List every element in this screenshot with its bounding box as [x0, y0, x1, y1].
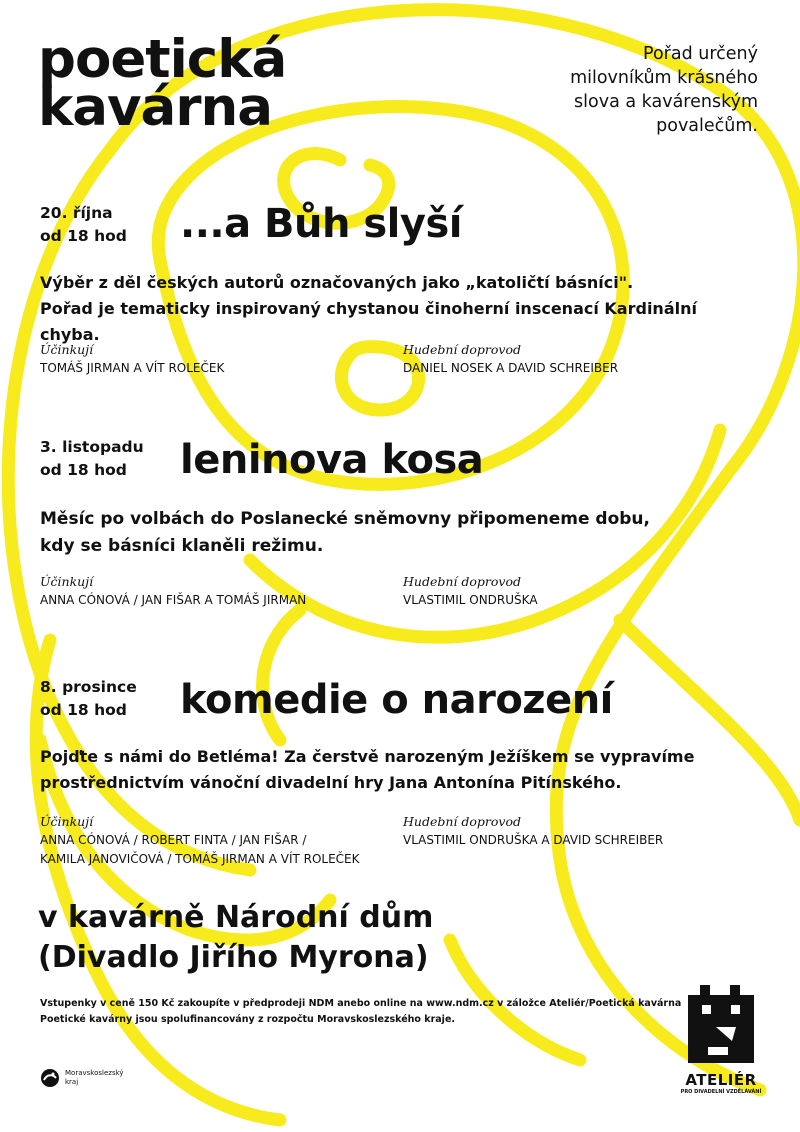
performers-names: ANNA CÓNOVÁ / ROBERT FINTA / JAN FIŠAR / [40, 833, 307, 847]
tagline-line: povalečům. [656, 116, 758, 136]
atelier-face-icon [686, 985, 756, 1065]
music-label: Hudební doprovod [403, 342, 521, 357]
region-name: kraj [65, 1078, 79, 1086]
event-time: od 18 hod [40, 227, 127, 245]
performers-names: ANNA CÓNOVÁ / JAN FIŠAR A TOMÁŠ JIRMAN [40, 593, 307, 607]
tagline-line: slova a kavárenským [574, 92, 758, 112]
music-label: Hudební doprovod [403, 814, 521, 829]
event-date: 8. prosince [40, 678, 137, 696]
description-line: Pojďte s námi do Betléma! Za čerstvě narozeným Ježíškem se vypravíme [40, 747, 695, 766]
venue-line: (Divadlo Jiřího Myrona) [38, 940, 429, 975]
tagline-line: milovníkům krásného [570, 68, 758, 88]
performers-label: Účinkují [40, 814, 94, 829]
description-line: Pořad je tematicky inspirovaný chystanou činoherní inscenací Kardinální chyba. [40, 299, 697, 344]
event-1-date [40, 202, 127, 248]
description-line: prostřednictvím vánoční divadelní hry Jana Antonína Pitínského. [40, 773, 622, 792]
poster-title [38, 29, 287, 138]
footer-line: Poetické kavárny jsou spolufinancovány z rozpočtu Moravskoslezského kraje. [40, 1014, 455, 1025]
footer-line: Vstupenky v ceně 150 Kč zakoupíte v předprodeji NDM anebo online na www.ndm.cz v záložce Ateliér/Poetická kavárna [40, 998, 682, 1009]
tagline-line: Pořad určený [643, 44, 758, 64]
music-names: DANIEL NOSEK A DAVID SCHREIBER [403, 361, 619, 375]
event-1-music [403, 342, 618, 378]
music-names: VLASTIMIL ONDRUŠKA [403, 593, 538, 607]
region-sponsor [40, 1068, 125, 1088]
description-line: Výběr z děl českých autorů označovaných jako „katoličtí básníci". [40, 273, 634, 292]
event-date: 3. listopadu [40, 438, 144, 456]
music-label: Hudební doprovod [403, 574, 521, 589]
event-3-music [403, 814, 663, 850]
atelier-logo [680, 985, 762, 1095]
event-1-title: ...a Bůh slyší [180, 201, 462, 247]
venue-line: v kavárně Národní dům [38, 900, 434, 935]
event-2-description [40, 506, 760, 560]
event-2-performers [40, 574, 306, 610]
performers-label: Účinkují [40, 574, 94, 589]
event-3-description [40, 744, 760, 796]
music-names: VLASTIMIL ONDRUŠKA A DAVID SCHREIBER [403, 833, 664, 847]
event-1-description [40, 270, 760, 348]
event-time: od 18 hod [40, 701, 127, 719]
logo-name: ATELIÉR [685, 1071, 757, 1089]
title-line-1: poetická [38, 29, 287, 90]
event-3-date [40, 676, 137, 722]
event-2-title: leninova kosa [180, 437, 484, 483]
event-time: od 18 hod [40, 461, 127, 479]
event-3-title: komedie o narození [180, 677, 613, 723]
title-line-2: kavárna [38, 77, 272, 138]
performers-names: KAMILA JANOVIČOVÁ / TOMÁŠ JIRMAN A VÍT ROLEČEK [40, 852, 360, 866]
description-line: Měsíc po volbách do Poslanecké sněmovny připomeneme dobu, [40, 509, 650, 529]
venue [38, 898, 433, 978]
logo-subtitle: PRO DIVADELNÍ VZDĚLÁVÁNÍ [680, 1089, 762, 1095]
event-date: 20. října [40, 204, 113, 222]
tagline [508, 42, 758, 138]
performers-names: TOMÁŠ JIRMAN A VÍT ROLEČEK [40, 361, 225, 375]
event-3-performers [40, 814, 360, 869]
event-1-performers [40, 342, 224, 378]
event-2-date [40, 436, 144, 482]
footer-note [40, 996, 681, 1028]
event-2-music [403, 574, 538, 610]
description-line: kdy se básníci klaněli režimu. [40, 536, 324, 556]
region-emblem-icon [40, 1068, 60, 1088]
performers-label: Účinkují [40, 342, 94, 357]
region-name: Moravskoslezský [65, 1069, 124, 1077]
